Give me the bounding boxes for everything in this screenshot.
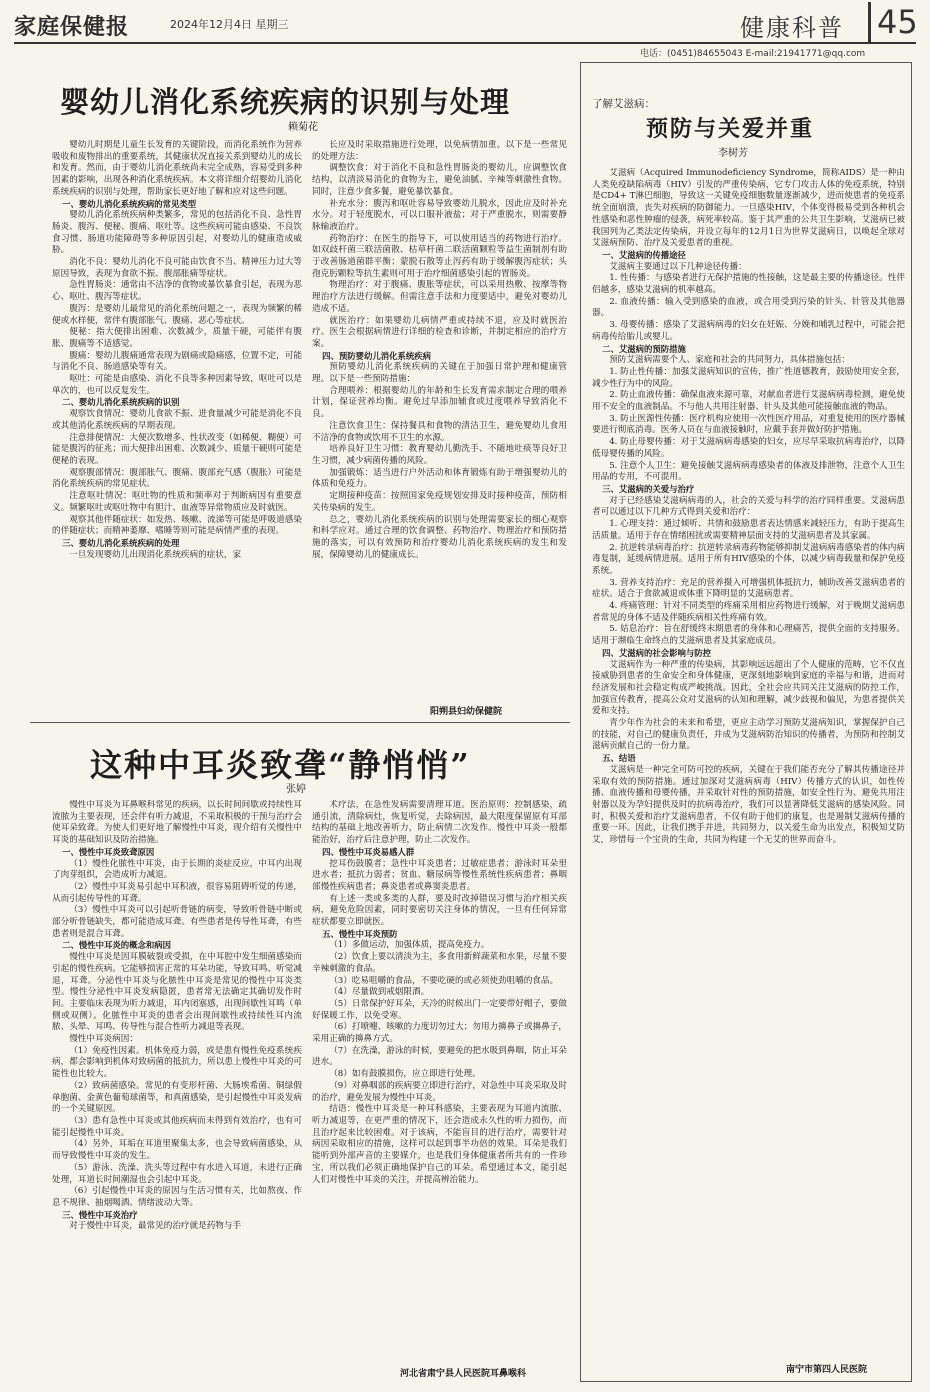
paragraph: 预防婴幼儿消化系统疾病的关键在于加强日常护理和健康管理。以下是一些预防措施： — [312, 362, 567, 385]
article2-column-2 — [312, 800, 567, 1360]
paragraph: 术疗法，在急性发病需要清理耳道。医治原则：控制感染，疏通引流，清除病灶，恢复听觉，去除病因，最大限度保留原有耳部结构的基础上地改善听力，防止病情二次发作。慢性中耳炎一般都能治好，治疗后注意护理，防止二次发作。 — [312, 800, 567, 846]
paragraph: （4）另外，耳垢在耳道里聚集太多，也会导致病菌感染，从而导致慢性中耳炎的发生。 — [52, 1139, 302, 1162]
paragraph: 对于已经感染艾滋病病毒的人，社会的关爱与科学的治疗同样重要。艾滋病患者可以通过以下几种方式得到关爱和治疗： — [592, 495, 905, 518]
paragraph: 3. 防止医源性传播：医疗机构应使用一次性医疗用品，对重复使用的医疗器械要进行彻底消毒。医务人员在与血液接触时，应戴手套并做好防护措施。 — [592, 413, 905, 436]
contact-line: 电话：(0451)84655043 E-mail:21941771@qq.com — [640, 49, 866, 59]
paragraph: （5）日常保护好耳朵，天冷的时候出门一定要带好帽子，要做好保暖工作，以免受寒。 — [312, 998, 567, 1021]
paragraph: （4）尽量做到戒烟限酒。 — [329, 987, 430, 998]
article2-title: 这种中耳炎致聋“静悄悄” — [90, 746, 471, 784]
paragraph: 预防艾滋病需要个人、家庭和社会的共同努力，具体措施包括： — [609, 355, 850, 366]
paragraph: （2）慢性中耳炎易引起中耳积液，很容易阻碍听觉的传递，从而引起传导性的耳聋。 — [52, 881, 302, 904]
paragraph: 注意呕吐情况：呕吐物的性质和频率对于判断病因有重要意义。频繁呕吐或呕吐物中有胆汁、血液等异常物质应及时就医。 — [52, 491, 302, 513]
article1-column-1 — [52, 140, 302, 692]
paragraph: （2）致病菌感染。常见的有变形杆菌、大肠埃希菌、铜绿假单胞菌、金黄色葡萄球菌等，和真菌感染，是引起慢性中耳炎发病的一个关键原因。 — [52, 1080, 302, 1115]
article3-source: 南宁市第四人民医院 — [786, 1365, 868, 1375]
paragraph: 消化不良：婴幼儿消化不良可能由饮食不当、精神压力过大等原因导致，表现为食欲不振、腹部胀痛等症状。 — [52, 257, 302, 279]
article2-column-1 — [52, 800, 302, 1378]
newspaper-logo: 家庭保健报 — [14, 15, 130, 40]
paragraph: 对于慢性中耳炎，最常见的治疗就是药物与手 — [69, 1221, 242, 1232]
paragraph: 腹泻：是婴幼儿最常见的消化系统问题之一，表现为频繁的稀便或水样便，常伴有腹部胀气、腹痛、恶心等症状。 — [52, 303, 302, 326]
section-heading: 二、婴幼儿消化系统疾病的识别 — [62, 397, 180, 408]
paragraph: 注意排便情况：大便次数增多、性状改变（如稀便、糊便）可能是腹泻的征兆；而大便排出困难、次数减少、质量干硬则可能是便秘的表现。 — [52, 432, 302, 466]
section-heading: 一、艾滋病的传播途径 — [602, 249, 686, 260]
article1-source: 阳朔县妇幼保健院 — [430, 707, 503, 717]
paragraph: 总之，婴幼儿消化系统疾病的识别与处理需要家长的细心观察和科学应对。通过合理的饮食调整、药物治疗、物理治疗和预防措施的落实，可以有效预防和治疗婴幼儿消化系统疾病的发生和发展，保障婴幼儿的健康成长。 — [312, 514, 567, 560]
paragraph: 腹痛：婴幼儿腹痛通常表现为剧痛或隐痛感，位置不定，可能与消化不良、肠道感染等有关。 — [52, 350, 302, 373]
article2-source: 河北省肃宁县人民医院耳鼻喉科 — [400, 1369, 527, 1379]
article3-author: 李树芳 — [718, 148, 748, 159]
article-divider — [30, 722, 570, 723]
paragraph: 婴幼儿时期是儿童生长发育的关键阶段，而消化系统作为营养吸收和废物排出的重要系统，其健康状况直接关系到婴幼儿的成长和发育。然而，由于婴幼儿消化系统尚未完全成熟，容易受到多种因素的影响，出现各种消化系统疾病。本文将详细介绍婴幼儿消化系统疾病的识别与处理，帮助家长更好地了解和应对这些问题。 — [52, 140, 302, 197]
paragraph: （7）在洗澡，游泳的时候，要避免的把水吸到鼻咽，防止耳朵进水。 — [312, 1045, 567, 1068]
paragraph: （9）对鼻咽部的疾病要立即进行治疗，对急性中耳炎采取及时的治疗，避免发展为慢性中耳炎。 — [312, 1080, 567, 1103]
paragraph: 有上述一类或多类的人群，要及时改掉错误习惯与治疗相关疾病，避免危险因素，同时要密切关注身体的情况，一旦有任何异常症状都要立即就医。 — [312, 893, 567, 928]
paragraph: 3. 母婴传播：感染了艾滋病病毒的妇女在妊娠、分娩和哺乳过程中，可能会把病毒传给胎儿或婴儿。 — [592, 320, 905, 342]
paragraph: （8）如有鼓膜损伤，应立即进行处理。 — [329, 1069, 481, 1080]
section-title: 健康科普 — [740, 14, 844, 42]
paragraph: 5. 姑息治疗：旨在舒缓终末期患者的身体和心理痛苦，提供全面的支持服务。适用于濒临生命终点的艾滋病患者及其家庭成员。 — [592, 624, 905, 647]
paragraph: 青少年作为社会的未来和希望，更应主动学习预防艾滋病知识，掌握保护自己的技能，对自己的健康负责任，并成为艾滋病防治知识的传播者，为预防和控制艾滋病贡献自己的一份力量。 — [592, 718, 905, 752]
paragraph: 1. 心理支持：通过倾听、共情和鼓励患者表达情感来减轻压力，有助于提高生活质量。适用于存在情绪困扰或需要精神层面支持的艾滋病患者及其家属。 — [592, 519, 905, 541]
section-heading: 一、婴幼儿消化系统疾病的常见类型 — [62, 198, 197, 209]
paragraph: 物理治疗：对于腹痛、腹胀等症状，可以采用热敷、按摩等物理治疗方法进行缓解。但需注意手法和力度要适中，避免对婴幼儿造成不适。 — [312, 280, 567, 314]
paragraph: 注意饮食卫生：保持餐具和食物的清洁卫生，避免婴幼儿食用不洁净的食物或饮用不卫生的水源。 — [312, 420, 567, 443]
paragraph: （3）慢性中耳炎可以引起听骨链的病变，导致听骨链中断或部分听骨链缺失，都可能造成耳聋。有些患者是传导性耳聋，有些患者则是混合耳聋。 — [52, 905, 302, 939]
paragraph: 长应及时采取措施进行处理，以免病情加重。以下是一些常见的处理方法： — [312, 140, 567, 162]
section-heading: 三、婴幼儿消化系统疾病的处理 — [62, 537, 180, 548]
paragraph: （5）游泳、洗澡、洗头等过程中有水进入耳道，未进行正确处理，耳道长时间潮湿也会引起中耳炎。 — [52, 1162, 302, 1185]
paragraph: （1）免疫性因素。机体免疫力弱，或是患有慢性免疫系统疾病，都会影响到机体对致病菌的抵抗力，所以患上慢性中耳炎的可能性也比较大。 — [52, 1045, 302, 1080]
paragraph: 合理喂养：根据婴幼儿的年龄和生长发育需求制定合理的喂养计划，保证营养均衡。避免过早添加辅食或过度喂养导致消化不良。 — [312, 385, 567, 420]
paragraph: 艾滋病作为一种严重的传染病，其影响远远超出了个人健康的范畴，它不仅直接威胁到患者的生命安全和身体健康，更深刻地影响到家庭的幸福与和谐，进而对经济发展和社会稳定构成严峻挑战。因此，全社会应共同关注艾滋病的防控工作，加强宣传教育，提高公众对艾滋病的认知和理解，减少歧视和偏见，为患者提供关爱和支持。 — [592, 659, 905, 717]
paragraph: 4. 疼痛管理：针对不同类型的疼痛采用相应药物进行缓解，对于晚期艾滋病患者常见的身体不适及伴随疾病相关性疼痛有效。 — [592, 601, 905, 623]
paragraph: （3）患有急性中耳炎或其他疾病而未得到有效治疗，也有可能引起慢性中耳炎。 — [52, 1115, 302, 1138]
article3-title: 预防与关爱并重 — [646, 116, 815, 142]
paragraph: 1. 防止性传播：加强艾滋病知识的宣传，推广性道德教育，鼓励使用安全套，减少性行为中的风险。 — [592, 366, 905, 389]
paragraph: （1）多做运动，加强体质，提高免疫力。 — [329, 940, 490, 951]
paragraph: （1）慢性化脓性中耳炎，由于长期的炎症反应，中耳内出现了肉芽组织，会造成听力减退。 — [52, 858, 302, 881]
section-heading: 一、慢性中耳炎致聋原因 — [62, 846, 155, 857]
paragraph: 结语：慢性中耳炎是一种耳科感染，主要表现为耳道内流脓、听力减退等，在更严重的情况下，还会造成永久性的听力损伤，而且治疗起来比较困难。对于该病，不能盲目的进行治疗，需要针对病因采取相应的措施，这样可以起到事半功倍的效果。耳朵是我们能听到外部声音的主要媒介，也是我们身体健康者所共有的一件珍宝，所以我们必须正确地保护自己的耳朵。希望通过本文，能引起人们对慢性中耳炎的关注，并提高辨治能力。 — [312, 1104, 567, 1185]
paragraph: 补充水分：腹泻和呕吐容易导致婴幼儿脱水，因此应及时补充水分。对于轻度脱水，可以口服补液盐；对于严重脱水，则需要静脉输液治疗。 — [312, 198, 567, 232]
article3-body — [592, 168, 905, 1356]
paragraph: （6）打喷嚏、咳嗽的力度切勿过大；勿用力擤鼻子或擤鼻子，采用正确的擤鼻方式。 — [312, 1022, 567, 1045]
paragraph: 5. 注意个人卫生：避免接触艾滋病病毒感染者的体液及排泄物，注意个人卫生用品的专用，不可混用。 — [592, 460, 905, 483]
paragraph: 2. 血液传播：输入受到感染的血液，或合用受到污染的针头、针管及其他器器。 — [592, 296, 905, 319]
paragraph: 便秘：指大便排出困难、次数减少，质量干硬，可能伴有腹胀、腹痛等不适感觉。 — [52, 327, 302, 349]
paragraph: （3）吃易咀嚼的食品，不要吃硬的或必须使劲咀嚼的食品。 — [329, 975, 559, 986]
section-heading: 二、艾滋病的预防措施 — [602, 343, 686, 354]
section-heading: 三、艾滋病的关爱与治疗 — [602, 483, 695, 494]
paragraph: 挖耳伤鼓膜者；急性中耳炎患者；过敏症患者；游泳时耳朵里进水者；抵抗力弱者；贫血、糖尿病等慢性系统性疾病患者；鼻咽部慢性疾病患者；鼻炎患者或鼻窦炎患者。 — [312, 858, 567, 892]
paragraph: 2. 抗逆转录病毒治疗：抗逆转录病毒药物能够抑制艾滋病病毒感染者的体内病毒复制，延缓病情进展。适用于所有HIV感染的个体，以减少病毒载量和保护免疫系统。 — [592, 542, 905, 576]
paragraph: （2）饮食上要以清淡为主，多食用新鲜蔬菜和水果，尽量不要辛辣刺激的食品。 — [312, 952, 567, 974]
paragraph: 观察腹部情况：腹部胀气、腹痛、腹部充气感（腹胀）可能是消化系统疾病的常见症状。 — [52, 467, 302, 490]
header-rule — [14, 42, 916, 44]
paragraph: 定期接种疫苗：按照国家免疫规划安排及时接种疫苗，预防相关传染病的发生。 — [312, 491, 567, 513]
section-heading: 四、预防婴幼儿消化系统疾病 — [322, 350, 431, 361]
paragraph: 呕吐：可能是由感染、消化不良等多种因素导致，呕吐可以是单次的，也可以反复发生。 — [52, 374, 302, 396]
section-heading: 二、慢性中耳炎的概念和病因 — [62, 940, 171, 951]
paragraph: 就医治疗：如果婴幼儿病情严重或持续不退，应及时就医治疗。医生会根据病情进行详细的检查和诊断，并制定相应的治疗方案。 — [312, 315, 567, 349]
paragraph: 3. 营养支持治疗：充足的营养摄入可增强机体抵抗力，辅助改善艾滋病患者的症状。适合于食欲减退或体重下降明显的艾滋病患者。 — [592, 577, 905, 600]
paragraph: 药物治疗：在医生的指导下，可以使用适当的药物进行治疗。如双歧杆菌三联活菌散、枯草杆菌二联活菌颗粒等益生菌制剂有助于改善肠道菌群平衡；蒙脱石散等止泻药有助于缓解腹泻症状；头孢克肟颗粒等抗生素则可用于治疗细菌感染引起的胃肠炎。 — [312, 233, 567, 279]
paragraph: 观察饮食情况：婴幼儿食欲不振、进食量减少可能是消化不良或其他消化系统疾病的早期表现。 — [52, 409, 302, 431]
page-number: 45 — [868, 2, 918, 42]
section-heading: 五、慢性中耳炎预防 — [322, 928, 398, 939]
paragraph: 艾滋病主要通过以下几种途径传播： — [609, 261, 747, 272]
paragraph: 调整饮食：对于消化不良和急性胃肠炎的婴幼儿，应调整饮食结构，以清淡易消化的食物为主，避免油腻、辛辣等刺激性食物。同时，注意少食多餐，避免暴饮暴食。 — [312, 163, 567, 197]
paragraph: 观察其他伴随症状：如发热、咳嗽、流涕等可能是呼吸道感染的伴随症状；而精神萎靡、嗜睡等则可能是病情严重的表现。 — [52, 514, 302, 537]
article1-author: 赖菊花 — [288, 122, 318, 133]
paragraph: 慢性中耳炎病因： — [69, 1034, 138, 1045]
section-heading: 四、艾滋病的社会影响与防控 — [602, 647, 711, 658]
paragraph: 婴幼儿消化系统疾病种类繁多，常见的包括消化不良、急性胃肠炎、腹泻、便秘、腹痛、呕吐等。这些疾病可能由感染、不良饮食习惯、肠道功能障碍等多种原因引起，对婴幼儿的健康造成威胁。 — [52, 210, 302, 256]
section-heading: 四、慢性中耳炎易感人群 — [322, 846, 415, 857]
paragraph: 培养良好卫生习惯：教育婴幼儿勤洗手、不随地吐痰等良好卫生习惯，减少病菌传播的风险。 — [312, 444, 567, 466]
paragraph: 艾滋病（Acquired Immunodeficiency Syndrome，简称AIDS）是一种由人类免疫缺陷病毒（HIV）引发的严重传染病，它专门攻击人体的免疫系统，特别是CD4+ T淋巴细胞，导致这一关键免疫细胞数量逐渐减少，进而使患者的免疫系统全面崩溃，丧失对疾病的防御能力。一旦感染HIV，个体变得极易受到各种机会性感染和恶性肿瘤的侵袭，病死率较高。鉴于其严重的公共卫生影响，艾滋病已被我国列为乙类法定传染病，并设立每年的12月1日为世界艾滋病日，以唤起全球对艾滋病预防、治疗及关爱患者的重视。 — [592, 168, 905, 249]
section-heading: 三、慢性中耳炎治疗 — [62, 1209, 138, 1220]
paragraph: 急性胃肠炎：通常由不洁净的食物或暴饮暴食引起，表现为恶心、呕吐、腹泻等症状。 — [52, 280, 302, 303]
paragraph: 慢性中耳炎为耳鼻喉科常见的疾病，以长时间间歇或持续性耳流脓为主要表现，还会伴有听力减退，不采取积极的干预与治疗会使耳朵致聋。为使人们更好地了解慢性中耳炎，现介绍有关慢性中耳炎的基础知识及防治措施。 — [52, 800, 302, 846]
article2-author: 张婷 — [286, 784, 306, 795]
paragraph: 一旦发现婴幼儿出现消化系统疾病的症状，家 — [69, 549, 242, 560]
paragraph: 艾滋病是一种完全可防可控的疾病，关键在于我们能否充分了解其传播途径并采取有效的预防措施。通过加深对艾滋病病毒（HIV）传播方式的认识，如性传播、血液传播和母婴传播，并采取针对性的预防措施，如安全性行为、避免共用注射器以及为孕妇提供及时的抗病毒治疗，我们可以显著降低艾滋病的感染风险。同时，积极关爱和治疗艾滋病患者，不仅有助于他们的康复，也是遏制艾滋病传播的重要一环。因此，让我们携手并进，共同努力，以关爱生命为出发点，积极知艾防艾，珍惜每一个宝贵的生命，共同为构建一个无艾的世界而奋斗。 — [592, 764, 905, 846]
paragraph: 加强锻炼：适当进行户外活动和体育锻炼有助于增强婴幼儿的体质和免疫力。 — [312, 467, 567, 490]
paragraph: 1. 性传播：与感染者进行无保护措施的性接触，这是最主要的传播途径。性伴侣越多，感染艾滋病的机率越高。 — [592, 273, 905, 296]
section-heading: 五、结语 — [602, 753, 636, 764]
article3-kicker: 了解艾滋病： — [592, 98, 655, 110]
article1-title: 婴幼儿消化系统疾病的识别与处理 — [60, 85, 511, 119]
issue-date: 2024年12月4日 星期三 — [170, 18, 289, 31]
paragraph: （6）引起慢性中耳炎的原因与生活习惯有关，比如熬夜、作息不规律、抽烟喝酒、情绪波动大等。 — [52, 1186, 302, 1208]
article1-column-2 — [312, 140, 567, 692]
paragraph: 慢性中耳炎是因耳膜破裂或受损，在中耳腔中发生细菌感染而引起的慢性疾病。它能够损害正常的耳朵功能，导致耳鸣、听觉减退，耳聋。分泌性中耳炎与化脓性中耳炎是常见的慢性中耳炎类型。慢性分泌性中耳炎发病隐匿，患者常无法确定其确切发作时间。主要临床表现为听力减退，耳内闭塞感，出现间歇性耳鸣（单侧或双侧）。化脓性中耳炎的患者会出现间歇性或持续性耳内流脓、头晕、耳鸣、传导性与混合性听力减退等表现。 — [52, 952, 302, 1033]
paragraph: 4. 防止母婴传播：对于艾滋病病毒感染的妇女，应尽早采取抗病毒治疗，以降低母婴传播的风险。 — [592, 437, 905, 459]
paragraph: 2. 防止血液传播：确保血液来源可靠，对献血者进行艾滋病病毒检测，避免使用不安全的血液制品。不与他人共用注射器、针头及其他可能接触血液的物品。 — [592, 390, 905, 413]
